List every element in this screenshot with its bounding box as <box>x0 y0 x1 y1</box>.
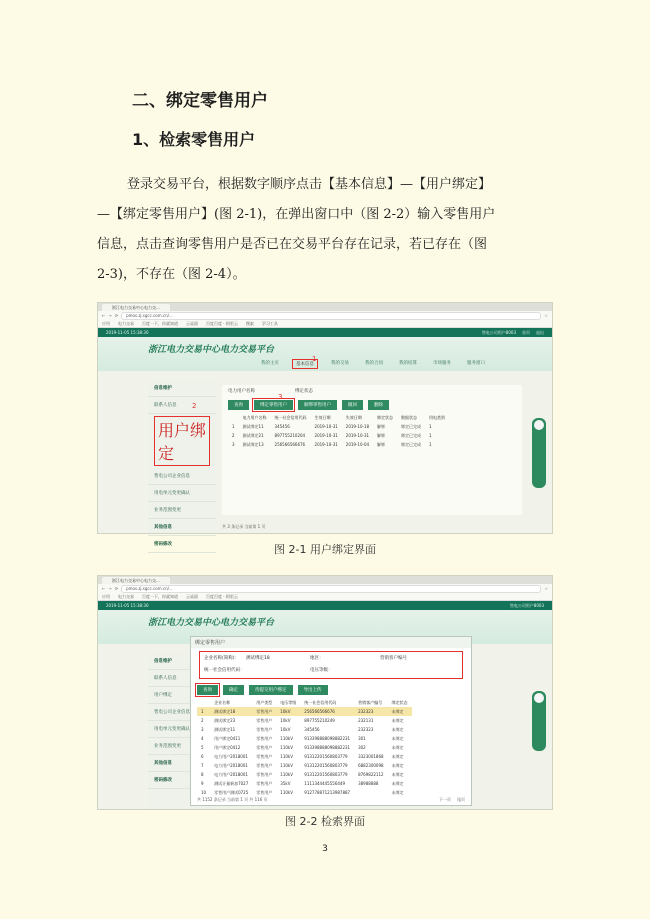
cell: 测试绑定11 <box>214 726 236 732</box>
sidebar-item-company[interactable]: 售电公司企业信息 <box>148 468 216 485</box>
cell: 绑定已完成 <box>401 441 422 447</box>
cell: 10kV <box>280 718 291 723</box>
table-row[interactable] <box>197 734 412 743</box>
step-marker-3: 3 <box>278 393 283 401</box>
paragraph-line: 信息，点击查询零售用户是否已在交易平台存在记录，若已存在（图 <box>97 237 488 252</box>
table-row[interactable] <box>228 431 449 440</box>
cell: 897755210204 <box>274 433 306 438</box>
sidebar-item-company[interactable]: 售电公司企业信息 <box>148 704 216 721</box>
main-nav <box>258 359 488 369</box>
sidebar-group-password[interactable]: 密码修改 <box>148 772 216 789</box>
cell: 用户绑定0411 <box>214 735 241 741</box>
bookmark-item[interactable]: 电力交易 <box>118 320 134 326</box>
bookmark-item[interactable]: 学习工具 <box>261 320 278 326</box>
cell: 110kV <box>280 772 293 777</box>
cell: 2 <box>201 718 204 723</box>
sidebar-item-user-binding[interactable]: 用户绑定 <box>154 416 210 466</box>
cell: 35kV <box>280 781 291 786</box>
cell: 345456 <box>304 727 320 732</box>
cell: 未绑定 <box>391 771 404 777</box>
sidebar-group-other[interactable]: 其他信息 <box>148 755 216 772</box>
browser-tabbar <box>98 303 552 311</box>
cell: 232323 <box>354 707 387 716</box>
nav-settlement[interactable]: 我的结算 <box>399 361 417 366</box>
cell: 912778871213987887 <box>304 790 351 795</box>
cell: 1 <box>429 424 432 429</box>
voltage-label: 电压等级： <box>310 668 333 673</box>
confirm-button[interactable]: 确定 <box>223 685 244 695</box>
cell: 1111344445556449 <box>304 781 345 786</box>
query-button[interactable]: 查询 <box>228 400 249 410</box>
last-page-link[interactable]: 尾页 <box>457 797 465 802</box>
cell: 232323 <box>358 727 374 732</box>
star-icon[interactable]: ☆ <box>544 313 548 318</box>
nav-basic-info[interactable]: 基本信息 <box>292 359 318 369</box>
table-footer: 共 3 条记录 当前第 1 页 <box>222 524 266 529</box>
cell: 301 <box>358 736 366 741</box>
binding-table <box>228 413 449 449</box>
pending-binding-button[interactable]: 待提交用户绑定 <box>249 685 293 695</box>
table-row[interactable] <box>197 770 412 779</box>
cell: 232131 <box>358 718 374 723</box>
company-name-label: 企业名称(简称)： <box>204 656 240 661</box>
bookmark-item[interactable]: 电力交易 <box>118 593 134 599</box>
cell <box>354 788 387 797</box>
cell: 电力用户2018001 <box>214 771 248 777</box>
bookmark-item[interactable]: 应用 <box>102 593 110 599</box>
bookmark-item[interactable]: 应用 <box>102 320 110 326</box>
action-buttons <box>222 397 522 413</box>
next-page-link[interactable]: 下一页 <box>439 797 451 802</box>
cell: 10kV <box>280 727 291 732</box>
cell: 零售用户 <box>256 726 273 732</box>
cell: 256566566676 <box>300 707 354 716</box>
cell: 零售用户 <box>256 771 273 777</box>
table-row[interactable] <box>197 743 412 752</box>
body-paragraph <box>97 170 557 290</box>
forward-icon[interactable]: → <box>108 313 112 318</box>
cell: 110kV <box>280 745 293 750</box>
cell: 未绑定 <box>391 789 404 795</box>
address-bar <box>98 584 552 593</box>
step-marker-1: 1 <box>312 355 317 363</box>
nav-market[interactable]: 市场服务 <box>433 361 451 366</box>
cell: 110kV <box>280 790 293 795</box>
subsection-title: 1、检索零售用户 <box>132 130 256 149</box>
timestamp: 2019-11-05 15:38:30 <box>106 603 149 608</box>
cell: 电力用户2018001 <box>214 753 248 759</box>
nav-trade[interactable]: 我的交易 <box>331 361 349 366</box>
column-header: 失效日期 <box>345 414 362 420</box>
bookmark-item[interactable]: 百度一下，你就知道 <box>142 320 178 326</box>
back-icon[interactable]: ← <box>102 586 106 591</box>
bookmark-item[interactable]: 百度百度 · 阿里云 <box>206 320 238 326</box>
cell: 零售用户 <box>252 707 276 716</box>
cell: 3 <box>201 727 204 732</box>
sidebar <box>148 380 216 547</box>
cell: 未绑定 <box>388 707 412 716</box>
star-icon[interactable]: ☆ <box>544 586 548 591</box>
cell: 345456 <box>274 424 290 429</box>
browser-tabbar <box>98 576 552 584</box>
cell: 零售用户 <box>256 744 273 750</box>
cell: 1 <box>429 433 432 438</box>
sidebar-item-user-binding[interactable]: 用户绑定 <box>148 687 216 704</box>
bookmark-item[interactable]: 云桌面 <box>186 320 198 326</box>
user-label[interactable]: 售电公司用户8003 <box>509 602 544 608</box>
cell: 110kV <box>280 736 293 741</box>
cell: 302 <box>358 745 366 750</box>
cell: 零售用户 <box>256 753 273 759</box>
cell: 3 <box>232 442 235 447</box>
cell: 解绑 <box>377 423 386 429</box>
service-widget[interactable] <box>532 418 546 488</box>
cell: 7 <box>201 763 204 768</box>
cell: 测试绑定23 <box>214 717 236 723</box>
avatar-icon <box>532 691 546 705</box>
url-field[interactable]: pmos.zj.sgcc.com.cn/... <box>121 585 541 593</box>
cell: 未绑定 <box>391 744 404 750</box>
back-icon[interactable]: ← <box>102 313 106 318</box>
cell: 91312201560803779 <box>304 754 348 759</box>
filter-name-label: 电力用户名称 <box>228 389 255 394</box>
cell: 解绑 <box>377 432 386 438</box>
sidebar-group-info[interactable]: 信息维护 <box>148 380 216 397</box>
column-header: 用电类别 <box>429 414 446 420</box>
column-header <box>228 413 239 422</box>
figure-2-2-screenshot <box>97 575 553 810</box>
sidebar-item-scope-change[interactable]: 业务范围变更 <box>148 738 216 755</box>
column-header <box>197 698 210 707</box>
company-name-input[interactable]: 测试绑定18 <box>246 656 270 661</box>
browser-tab[interactable]: 浙江电力交易中心电力交... <box>102 577 170 584</box>
cell: 9 <box>201 781 204 786</box>
app-topbar <box>98 601 552 610</box>
cell: 1 <box>197 707 210 716</box>
export-upload-button[interactable]: 导出上传 <box>298 685 328 695</box>
user-label[interactable]: 售电公司用户8003 <box>481 329 516 335</box>
cell: 测试计量新加7027 <box>214 780 249 786</box>
bind-retail-user-button[interactable]: 绑定零售用户 <box>254 400 293 410</box>
column-header: 数据状态 <box>401 414 418 420</box>
logout-link[interactable]: 退出 <box>536 329 544 335</box>
table-row[interactable] <box>197 752 412 761</box>
bookmark-item[interactable]: 百度百度 · 阿里云 <box>206 593 238 599</box>
table-row[interactable] <box>197 761 412 770</box>
credit-code-label: 统一社会信用代码： <box>204 668 245 673</box>
table-row[interactable] <box>197 779 412 788</box>
cell: 2019-10-18 <box>345 424 370 429</box>
cell: 未绑定 <box>391 726 404 732</box>
cell: 1 <box>429 442 432 447</box>
region-label: 地区： <box>310 656 324 661</box>
filter-row <box>222 385 522 397</box>
cell: 2019-10-04 <box>345 442 370 447</box>
cell: 零售用户测试0725 <box>214 789 249 795</box>
sidebar-group-other[interactable]: 其他信息 <box>148 519 216 536</box>
figure-caption: 图 2-1 用户绑定界面 <box>274 543 376 556</box>
cell: 绑定已完成 <box>401 432 422 438</box>
cell: 897755210249 <box>304 718 335 723</box>
bookmark-item[interactable]: 云桌面 <box>186 593 198 599</box>
cell: 测试绑定18 <box>210 707 252 716</box>
cell: 未绑定 <box>391 735 404 741</box>
paragraph-line: 登录交易平台，根据数字顺序点击【基本信息】—【用户绑定】 <box>127 177 492 192</box>
delete-button[interactable]: 删除 <box>368 400 389 410</box>
cell: 2 <box>232 433 235 438</box>
cell: 5 <box>201 745 204 750</box>
unbind-retail-user-button[interactable]: 解绑零售用户 <box>298 400 337 410</box>
cell: 4 <box>201 736 204 741</box>
bookmark-item[interactable]: 百度一下，你就知道 <box>142 593 178 599</box>
search-result-table <box>197 698 412 797</box>
cell: 2019-10-31 <box>314 433 338 438</box>
cell: 38988888 <box>358 781 379 786</box>
table-header <box>228 413 449 422</box>
cell: 913398888098882231 <box>304 745 351 750</box>
dialog-buttons <box>191 682 471 698</box>
sidebar-group-info[interactable]: 信息维护 <box>148 653 216 670</box>
platform-title: 浙江电力交易中心电力交易平台 <box>148 618 275 628</box>
timestamp: 2019-11-05 15:38:30 <box>106 330 149 335</box>
table-row[interactable] <box>228 422 449 431</box>
cell: 测试绑定11 <box>242 423 264 429</box>
pager <box>439 797 465 803</box>
withdraw-button[interactable]: 撤回 <box>342 400 363 410</box>
column-header: 营销客户编号 <box>358 699 383 705</box>
sidebar-item-contact[interactable]: 联系人信息 <box>148 397 216 414</box>
cell: 2019-10-31 <box>345 433 370 438</box>
cell: 未绑定 <box>391 753 404 759</box>
cell: 6882300098 <box>358 763 384 768</box>
cell: 91312201560803779 <box>304 763 348 768</box>
cell: 测试绑定21 <box>242 432 264 438</box>
sidebar-item-contact[interactable]: 联系人信息 <box>148 670 216 687</box>
bookmark-item[interactable]: 搜索 <box>245 320 254 326</box>
cell: 10kV <box>276 707 300 716</box>
sidebar-item-scope-change[interactable]: 业务范围变更 <box>148 502 216 519</box>
nav-service[interactable]: 服务窗口 <box>467 361 485 366</box>
column-header: 绑定状态 <box>377 414 394 420</box>
dialog-title: 绑定零售用户 <box>191 637 471 648</box>
filter-status-label: 绑定状态 <box>295 389 313 394</box>
table-row[interactable] <box>228 440 449 449</box>
column-header: 电力用户名称 <box>242 414 267 420</box>
home-link[interactable]: 首页 <box>522 329 530 335</box>
platform-banner <box>98 337 552 371</box>
cell: 零售用户 <box>256 762 273 768</box>
table-row[interactable] <box>197 725 412 734</box>
bookmarks-bar <box>98 593 552 601</box>
paragraph-line: —【绑定零售用户】(图 2-1)，在弹出窗口中（图 2-2）输入零售用户 <box>97 207 496 222</box>
service-widget[interactable] <box>532 691 546 751</box>
cell: 256566566676 <box>274 442 306 447</box>
search-filter-box <box>199 651 463 679</box>
column-header: 统一社会信用代码 <box>304 699 337 705</box>
reload-icon[interactable]: ⟳ <box>114 313 119 318</box>
bind-retail-user-dialog <box>190 636 472 806</box>
cell: 绑定已完成 <box>401 423 422 429</box>
cell: 110kV <box>280 754 293 759</box>
url-field[interactable]: pmos.zj.sgcc.com.cn/... <box>121 312 541 320</box>
paragraph-line: 2-3)，不存在（图 2-4）。 <box>97 267 246 282</box>
cell: 零售用户 <box>256 789 273 795</box>
sidebar-item-unit-change[interactable]: 用电单元变更确认 <box>148 721 216 738</box>
cell: 91312201560803779 <box>304 772 348 777</box>
cell: 测试绑定13 <box>242 441 264 447</box>
cell: 未绑定 <box>391 762 404 768</box>
cell: 2019-10-31 <box>314 424 338 429</box>
table-row[interactable] <box>197 716 412 725</box>
reload-icon[interactable]: ⟳ <box>114 586 119 591</box>
column-header: 企业名称 <box>214 699 231 705</box>
avatar-icon <box>532 418 546 432</box>
cell: 零售用户 <box>256 717 273 723</box>
cell: 电力用户2018001 <box>214 762 248 768</box>
cell: 未绑定 <box>391 780 404 786</box>
cell: 6 <box>201 754 204 759</box>
nav-home[interactable]: 我的主页 <box>261 361 279 366</box>
column-header: 生效日期 <box>314 414 331 420</box>
cell: 110kV <box>280 763 293 768</box>
query-button[interactable]: 查询 <box>197 685 218 695</box>
section-title: 二、绑定零售用户 <box>132 91 268 111</box>
figure-2-1-screenshot <box>97 302 553 547</box>
cell: 未绑定 <box>391 717 404 723</box>
cell: 10 <box>201 790 207 795</box>
column-header: 用户类型 <box>256 699 273 705</box>
cell: 3323001868 <box>358 754 384 759</box>
bookmarks-bar <box>98 320 552 328</box>
step-marker-2: 2 <box>192 402 197 410</box>
cell: 零售用户 <box>256 735 273 741</box>
cell: 用户绑定0412 <box>214 744 241 750</box>
nav-contract[interactable]: 我的合同 <box>365 361 383 366</box>
cell: 913398888098882231 <box>304 736 351 741</box>
main-content <box>222 385 522 515</box>
figure-caption: 图 2-2 检索界面 <box>285 815 365 828</box>
column-header: 绑定状态 <box>391 699 408 705</box>
column-header: 统一社会信用代码 <box>274 414 307 420</box>
page-number: 3 <box>322 844 328 854</box>
forward-icon[interactable]: → <box>108 586 112 591</box>
sidebar-item-unit-change[interactable]: 用电单元变更确认 <box>148 485 216 502</box>
cell: 8769822112 <box>358 772 384 777</box>
cell: 解绑 <box>377 441 386 447</box>
table-row[interactable] <box>197 788 412 797</box>
app-topbar <box>98 328 552 337</box>
table-header <box>197 698 412 707</box>
cell: 零售用户 <box>256 780 273 786</box>
cell: 8 <box>201 772 204 777</box>
sidebar-group-password[interactable]: 密码修改 <box>148 536 216 553</box>
customer-id-label: 营销客户编号 <box>380 656 407 661</box>
cell: 1 <box>232 424 235 429</box>
column-header: 电压等级 <box>280 699 297 705</box>
browser-tab[interactable]: 浙江电力交易中心电力交... <box>102 304 170 311</box>
address-bar <box>98 311 552 320</box>
platform-title: 浙江电力交易中心电力交易平台 <box>148 345 275 355</box>
table-footer: 共 1152 条记录 当前第 1 页 共 116 页 <box>197 797 268 802</box>
cell: 2019-10-31 <box>314 442 338 447</box>
table-row[interactable] <box>197 707 412 716</box>
